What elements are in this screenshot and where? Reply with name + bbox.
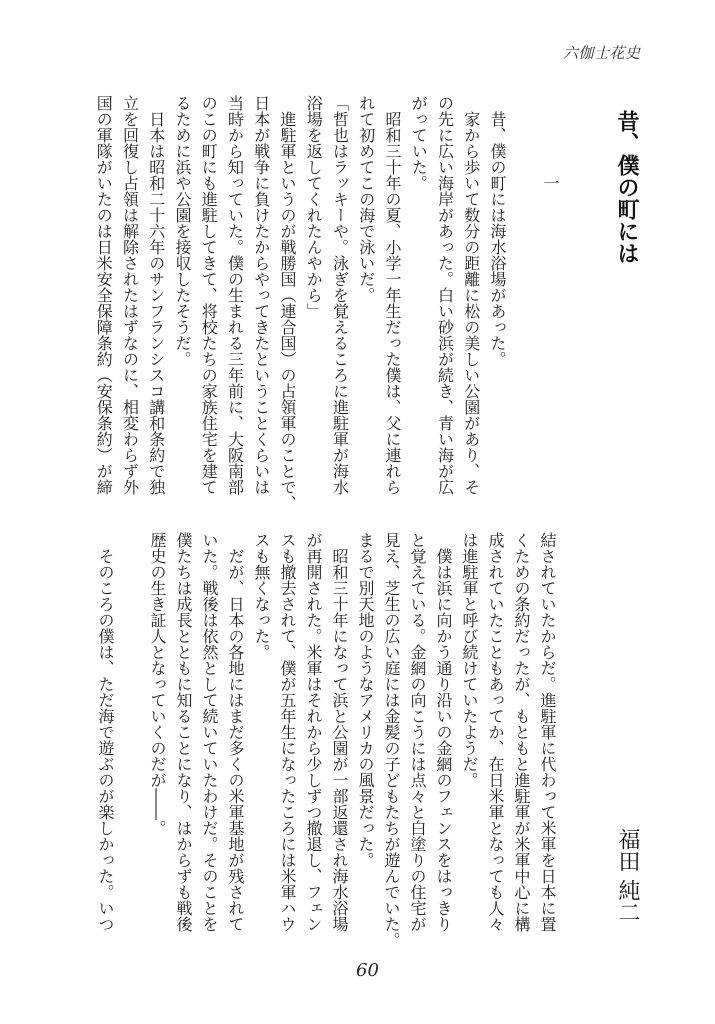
text-column: まるで別天地のようなアメリカの風景だった。 (356, 532, 375, 868)
author-name: 福田 純二 (615, 828, 640, 923)
text-column: スも撤去されて、僕が五年生になったころには米軍ハウ (278, 532, 297, 932)
text-column: 昭和三十年の夏、小学一年生だった僕は、父に連れら (383, 95, 402, 495)
text-column: れて初めてこの海で泳いだ。 (356, 95, 376, 303)
body-text-lower (92, 532, 560, 948)
text-column: るために浜や公園を接収したそうだ。 (173, 95, 192, 367)
text-column: 進駐軍というのが戦勝国（連合国）の占領軍のことで、 (278, 95, 297, 511)
text-column: そのころの僕は、ただ海で遊ぶのが楽しかった。いつ (96, 532, 115, 932)
text-column: が再開された。米軍はそれから少しずつ撤退し、フェン (304, 532, 323, 932)
text-column: 僕たちは成長とともに知ることになり、はからずも戦後 (174, 532, 193, 932)
text-column: は進駐軍と呼び続けていたようだ。 (460, 532, 479, 788)
text-column: だが、日本の各地にはまだ多くの米軍基地が残されて (226, 532, 245, 932)
text-column: 歴史の生き証人となっていくのだが――。 (148, 532, 167, 836)
text-column: 立を回復し占領は解除されたはずなのに、相変わらず外 (120, 95, 140, 495)
text-column: 当時から知っていた。僕の生まれる三年前に、大阪南部 (225, 95, 245, 495)
text-column: がっていた。 (409, 95, 429, 191)
text-column: 成されていたこともあってか、在日米軍となっても人々 (486, 532, 505, 932)
text-column: 結されていたからだ。進駐軍に代わって米軍を日本に置 (538, 532, 557, 932)
chapter-title: 昔、僕の町には (614, 110, 640, 264)
text-column: くための条約だったが、もともと進駐軍が米軍中心に構 (512, 532, 531, 932)
page-number: 60 (356, 960, 379, 981)
text-column: 見え、芝生の広い庭には金髪の子どもたちが遊んでいた。 (382, 532, 401, 948)
text-column: 「哲也はラッキーや。泳ぎを覚えるころに進駐軍が海水 (330, 95, 350, 495)
text-column: のこの町にも進駐してきて、将校たちの家族住宅を建て (199, 95, 219, 495)
text-column: の先に広い海岸があった。白い砂浜が続き、青い海が広 (435, 95, 455, 495)
text-column: 僕は浜に向かう通り沿いの金網のフェンスをはっきり (434, 532, 453, 932)
blank-column (118, 532, 144, 932)
text-column: 浴場を返してくれたんやから」 (304, 95, 324, 319)
body-text-upper (90, 95, 510, 511)
text-column: スも無くなった。 (252, 532, 271, 660)
text-column: 昔、僕の町には海水浴場があった。 (488, 95, 507, 367)
text-column: 昭和三十年になって浜と公園が一部返還され海水浴場 (330, 532, 349, 932)
text-column: いた。戦後は依然として続いていたわけだ。そのことを (200, 532, 219, 932)
text-column: と覚えている。金網の向こうには点々と白塗りの住宅が (408, 532, 427, 932)
section-number: 一 (541, 175, 560, 191)
text-column: 家から歩いて数分の距離に松の美しい公園があり、そ (461, 95, 481, 495)
text-column: 国の軍隊がいたのは日米安全保障条約（安保条約）が締 (94, 95, 114, 495)
text-column: 日本は昭和二十六年のサンフランシスコ講和条約で独 (146, 95, 166, 495)
running-header: 六伽士花史 (563, 44, 641, 62)
text-column: 日本が戦争に負けたからやってきたということくらいは (251, 95, 271, 495)
